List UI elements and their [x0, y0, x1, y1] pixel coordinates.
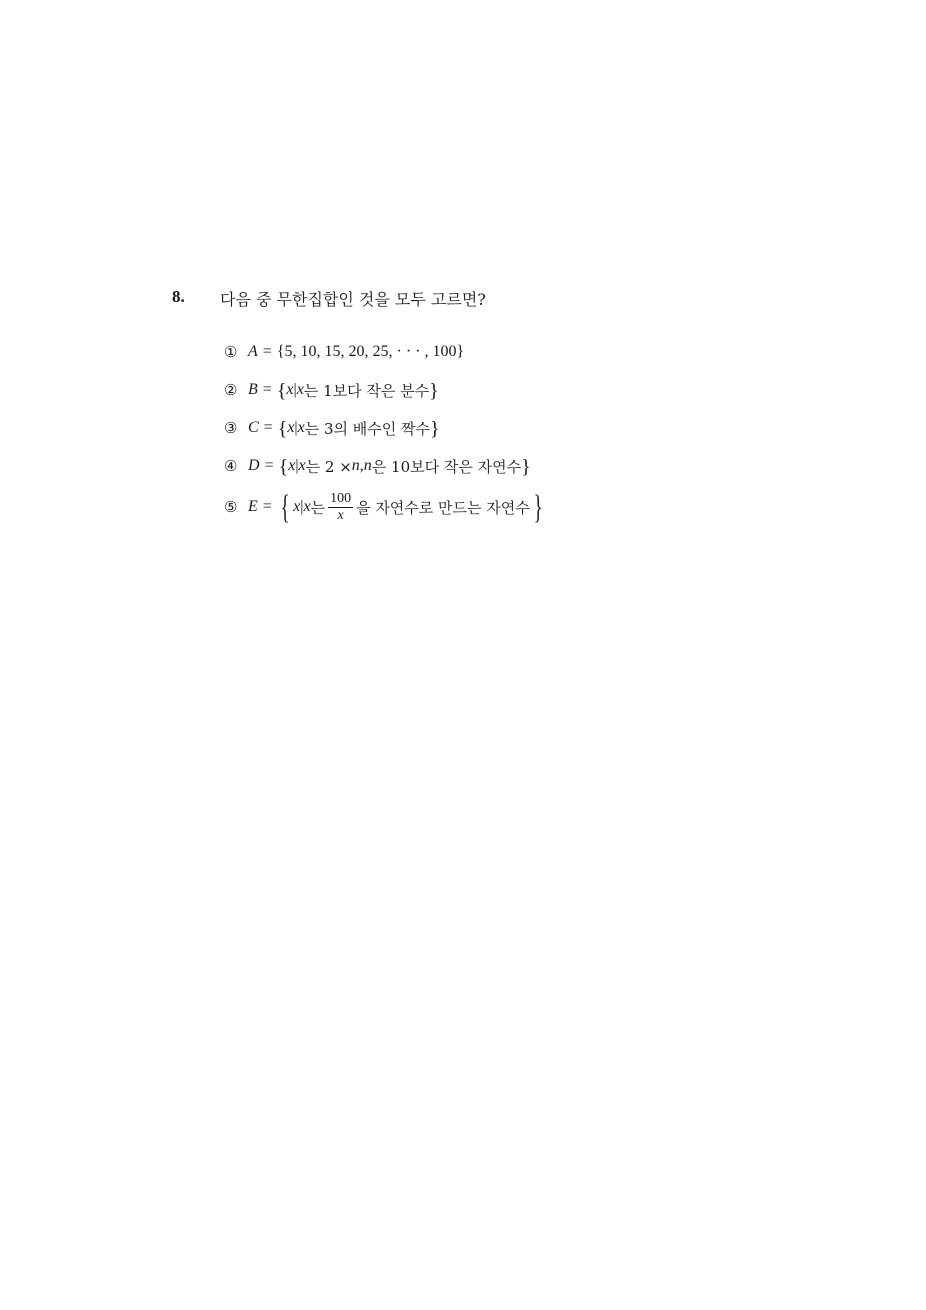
option-5[interactable] — [224, 489, 546, 525]
option-5-fraction-denominator: x — [337, 507, 344, 523]
option-5-var: x — [293, 498, 301, 515]
option-1-set-content: {5, 10, 15, 20, 25, · · · , 100} — [276, 343, 465, 360]
option-2-open-brace: { — [276, 380, 287, 402]
option-2-condition: 는 1보다 작은 분수 — [303, 381, 430, 400]
option-2-close-brace: } — [429, 380, 439, 402]
option-3-condition: 는 3의 배수인 짝수 — [304, 419, 431, 438]
question-text: 다음 중 무한집합인 것을 모두 고르면? — [220, 290, 486, 309]
option-5-condition-a: 는 — [310, 498, 326, 517]
option-2-bar: | — [293, 381, 297, 398]
option-4[interactable] — [224, 451, 531, 481]
question-number: 8. — [172, 287, 185, 306]
option-4-comma: , — [359, 457, 364, 474]
option-3-equals: = — [263, 419, 273, 436]
option-4-marker: ④ — [224, 457, 238, 475]
option-4-set-name: D — [248, 457, 260, 474]
option-1[interactable] — [224, 337, 464, 367]
option-4-open-brace: { — [278, 456, 289, 478]
option-3-marker: ③ — [224, 419, 238, 437]
option-3-var: x — [287, 419, 295, 436]
option-5-open-brace: { — [280, 489, 290, 526]
option-2-equals: = — [262, 381, 272, 398]
option-3-set-name: C — [248, 419, 259, 436]
option-5-close-brace: } — [533, 489, 543, 526]
option-4-close-brace: } — [521, 456, 531, 478]
option-5-set-name: E — [248, 498, 258, 515]
option-5-equals: = — [262, 498, 272, 515]
option-2[interactable] — [224, 375, 439, 405]
option-5-fraction — [328, 491, 353, 524]
option-3-open-brace: { — [277, 418, 288, 440]
option-5-bar: | — [300, 498, 304, 515]
option-4-condition-a: 는 2 × — [305, 457, 352, 476]
option-3-close-brace: } — [430, 418, 440, 440]
option-4-n2: n — [363, 457, 372, 474]
option-4-n1: n — [351, 457, 360, 474]
option-4-equals: = — [264, 457, 274, 474]
option-5-var2: x — [303, 498, 311, 515]
option-2-marker: ② — [224, 381, 238, 399]
option-1-set-name: A — [248, 343, 258, 360]
option-3[interactable] — [224, 413, 440, 443]
option-4-var2: x — [298, 457, 306, 474]
option-1-marker: ① — [224, 343, 238, 361]
option-5-condition-b: 을 자연수로 만드는 자연수 — [356, 498, 530, 517]
option-1-equals: = — [262, 343, 272, 360]
option-4-bar: | — [295, 457, 299, 474]
option-3-bar: | — [294, 419, 298, 436]
option-4-var: x — [288, 457, 296, 474]
option-2-var2: x — [296, 381, 304, 398]
option-3-var2: x — [297, 419, 305, 436]
option-2-set-name: B — [248, 381, 258, 398]
option-4-condition-b: 은 10보다 작은 자연수 — [371, 457, 522, 476]
option-5-marker: ⑤ — [224, 498, 238, 516]
option-2-var: x — [286, 381, 294, 398]
option-5-fraction-numerator: 100 — [330, 490, 352, 506]
